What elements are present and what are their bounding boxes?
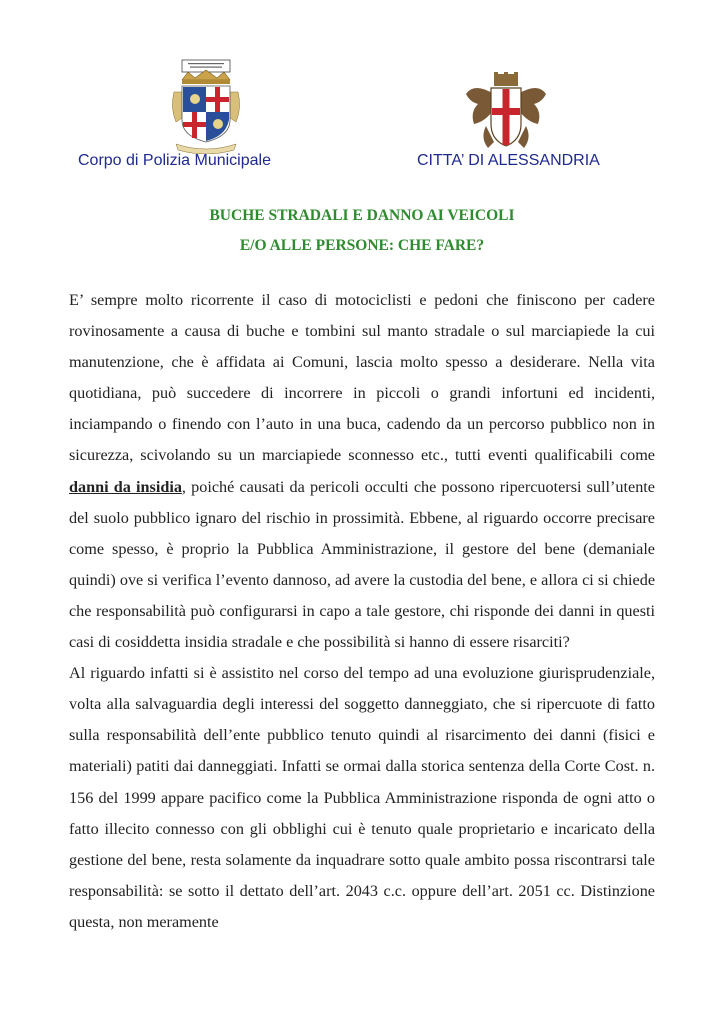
alessandria-coat-of-arms-icon xyxy=(464,72,548,152)
document-title-line-2: E/O ALLE PERSONE: CHE FARE? xyxy=(239,237,485,254)
document-body xyxy=(69,285,655,938)
document-title-line-1: BUCHE STRADALI E DANNO AI VEICOLI xyxy=(209,207,515,224)
paragraph-2: Al riguardo infatti si è assistito nel corso del tempo ad una evoluzione giurisprudenziale, volta alla salvaguardia degli interessi del soggetto danneggiato, che si ripercuote di fatto sulla responsabilità dell’ente pubblico tenuto quindi al risarcimento dei danni (fisici e materiali) patiti dai danneggiati. Infatti se ormai dalla storica sentenza della Corte Cost. n. 156 del 1999 appare pacifico come la Pubblica Amministrazione risponda de ogni atto o fatto illecito connesso con gli obblighi cui è tenuto quale proprietario e incaricato della gestione del bene, resta solamente da inquadrare sotto quale ambito possa riscontrarsi tale responsabilità: se sotto il dettato dell’art. 2043 c.c. oppure dell’art. 2051 cc. Distinzione questa, non meramente xyxy=(69,664,655,931)
paragraph-1-part-1: E’ sempre molto ricorrente il caso di motociclisti e pedoni che finiscono per cadere rovinosamente a causa di buche e tombini sul manto stradale o sul marciapiede la cui manutenzione, che è affidata ai Comuni, lascia molto spesso a desiderare. Nella vita quotidiana, può succedere di incorrere in piccoli o grandi infortuni ed incidenti, inciampando o finendo con l’auto in una buca, cadendo da un percorso pubblico non in sicurezza, scivolando su un marciapiede sconnesso etc., tutti eventi qualificabili come xyxy=(69,291,655,465)
header-label-polizia-municipale: Corpo di Polizia Municipale xyxy=(78,152,271,169)
document-header xyxy=(0,0,724,180)
paragraph-1 xyxy=(69,285,655,658)
emphasis-danni-da-insidia: danni da insidia xyxy=(69,477,182,496)
header-label-citta: CITTA’ DI ALESSANDRIA xyxy=(417,152,600,169)
paragraph-1-part-2: , poiché causati da pericoli occulti che possono ripercuotersi sull’utente del suolo pubblico ignaro del rischio in prossimità. Ebbene, al riguardo occorre precisare come spesso, è proprio la Pubblica Amministrazione, il gestore del bene (demaniale quindi) ove si verifica l’evento dannoso, ad avere la custodia del bene, e allora ci si chiede che responsabilità può configurarsi in capo a tale gestore, chi risponde dei danni in questi casi di cosiddetta insidia stradale e che possibilità si hanno di essere risarciti? xyxy=(69,477,655,652)
polizia-municipale-crest-icon xyxy=(168,58,244,154)
